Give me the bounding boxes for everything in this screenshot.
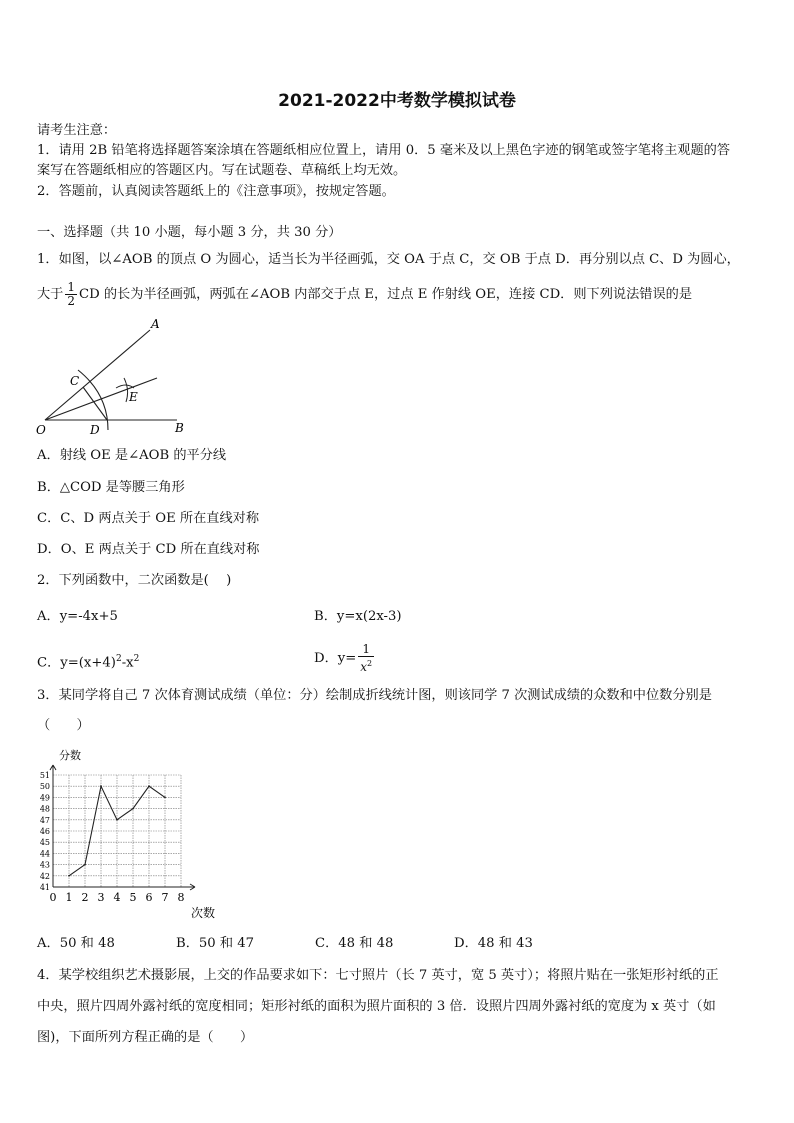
q2c-pre: C．y=(x+4) <box>37 655 116 671</box>
y-tick-label: 43 <box>39 860 50 870</box>
q3-option-b: B．50 和 47 <box>176 936 255 951</box>
notice-heading: 请考生注意： <box>37 123 117 138</box>
label-b: B <box>175 421 184 435</box>
fraction-one-half <box>65 281 77 308</box>
y-tick-label: 47 <box>39 815 50 825</box>
q1-option-d: D．O、E 两点关于 CD 所在直线对称 <box>37 542 260 557</box>
notice-line-2: 2．答题前，认真阅读答题纸上的《注意事项》，按规定答题。 <box>37 184 395 199</box>
x-tick-label: 8 <box>177 891 185 904</box>
score-line-chart <box>33 745 223 925</box>
q3-option-c: C．48 和 48 <box>315 936 394 951</box>
chart-tick-labels <box>40 771 185 904</box>
label-e: E <box>129 390 138 404</box>
q2c-post: -x <box>121 655 134 671</box>
label-o: O <box>36 423 46 437</box>
y-tick-label: 45 <box>39 838 50 848</box>
chart-ylabel: 分数 <box>59 749 81 762</box>
q2d-numerator: 1 <box>358 643 374 657</box>
chart-axes <box>50 765 195 890</box>
x-tick-label: 4 <box>113 891 121 904</box>
label-d: D <box>90 423 100 437</box>
chart-grid <box>53 775 181 887</box>
y-tick-label: 41 <box>39 883 50 892</box>
x-tick-label: 6 <box>145 891 153 904</box>
q2c-sup2: 2 <box>133 654 140 664</box>
question-3-blank: （ ） <box>37 718 90 733</box>
q1-option-a: A．射线 OE 是∠AOB 的平分线 <box>37 448 227 463</box>
y-tick-label: 44 <box>39 849 50 859</box>
q1-option-c: C．C、D 两点关于 OE 所在直线对称 <box>37 511 260 526</box>
question-4-line-1: 4．某学校组织艺术摄影展，上交的作品要求如下：七寸照片（长 7 英寸，宽 5 英寸）；将照片贴在一张矩形衬纸的正 <box>37 968 719 983</box>
q1-text-post: CD 的长为半径画弧，两弧在∠AOB 内部交于点 E，过点 E 作射线 OE，连接 CD．则下列说法错误的是 <box>79 287 693 302</box>
q2d-pre: D．y= <box>314 651 357 666</box>
y-tick-label: 48 <box>39 804 50 814</box>
q2-option-c <box>37 649 139 673</box>
section-heading: 一、选择题（共 10 小题，每小题 3 分，共 30 分） <box>37 225 342 240</box>
x-tick-label: 7 <box>161 891 169 904</box>
q2d-denominator <box>358 657 374 674</box>
q1-option-b: B．△COD 是等腰三角形 <box>37 480 185 495</box>
label-c: C <box>70 374 80 388</box>
angle-bisector-figure <box>30 312 200 440</box>
notice-line-1a: 1．请用 2B 铅笔将选择题答案涂填在答题纸相应位置上，请用 0．5 毫米及以上黑色字迹的钢笔或签字笔将主观题的答 <box>37 143 731 158</box>
fraction-one-over-x-squared <box>358 643 374 674</box>
question-4-line-3: 图)，下面所列方程正确的是（ ） <box>37 1030 254 1045</box>
data-point <box>148 785 150 787</box>
data-point <box>132 808 134 810</box>
q2-option-d <box>314 642 376 676</box>
data-point <box>84 864 86 866</box>
data-point <box>164 797 166 799</box>
data-point <box>116 819 118 821</box>
x-tick-label: 2 <box>81 891 89 904</box>
data-point <box>68 875 70 877</box>
x-tick-label: 1 <box>65 891 73 904</box>
question-1-line-1: 1．如图，以∠AOB 的顶点 O 为圆心，适当长为半径画弧，交 OA 于点 C，交 OB 于点 D．再分别以点 C、D 为圆心， <box>37 252 740 267</box>
y-tick-label: 46 <box>39 827 50 836</box>
q2c-sup: 2 <box>115 654 122 664</box>
fraction-denominator: 2 <box>67 294 76 308</box>
x-tick-label: 3 <box>97 891 105 904</box>
q2-option-a: A．y=-4x+5 <box>37 609 118 624</box>
q3-option-d: D．48 和 43 <box>454 936 533 951</box>
x-tick-label: 0 <box>49 891 57 904</box>
q2d-den-sup: 2 <box>367 659 373 668</box>
page-title: 2021-2022中考数学模拟试卷 <box>278 91 516 111</box>
q2-option-b: B．y=x(2x-3) <box>314 609 402 624</box>
data-point <box>100 785 102 787</box>
q3-option-a: A．50 和 48 <box>37 936 115 951</box>
question-3-stem: 3．某同学将自己 7 次体育测试成绩（单位：分）绘制成折线统计图，则该同学 7 次测试成绩的众数和中位数分别是 <box>37 688 712 703</box>
label-a: A <box>151 317 160 331</box>
fraction-numerator: 1 <box>67 280 76 294</box>
question-4-line-2: 中央，照片四周外露衬纸的宽度相同；矩形衬纸的面积为照片面积的 3 倍．设照片四周外露衬纸的宽度为 x 英寸（如 <box>37 999 716 1014</box>
y-tick-label: 51 <box>39 771 50 780</box>
question-1-line-2 <box>37 280 692 310</box>
x-tick-label: 5 <box>129 891 137 904</box>
notice-line-1b: 案写在答题纸相应的答题区内。写在试题卷、草稿纸上均无效。 <box>37 163 407 178</box>
y-tick-label: 49 <box>39 793 50 803</box>
y-tick-label: 50 <box>39 782 50 792</box>
question-2-stem: 2．下列函数中，二次函数是( ) <box>37 573 232 588</box>
q2d-den-x: x <box>360 660 368 674</box>
q1-text-pre: 大于 <box>37 287 64 302</box>
chart-xlabel: 次数 <box>191 906 216 920</box>
y-tick-label: 42 <box>39 871 50 881</box>
